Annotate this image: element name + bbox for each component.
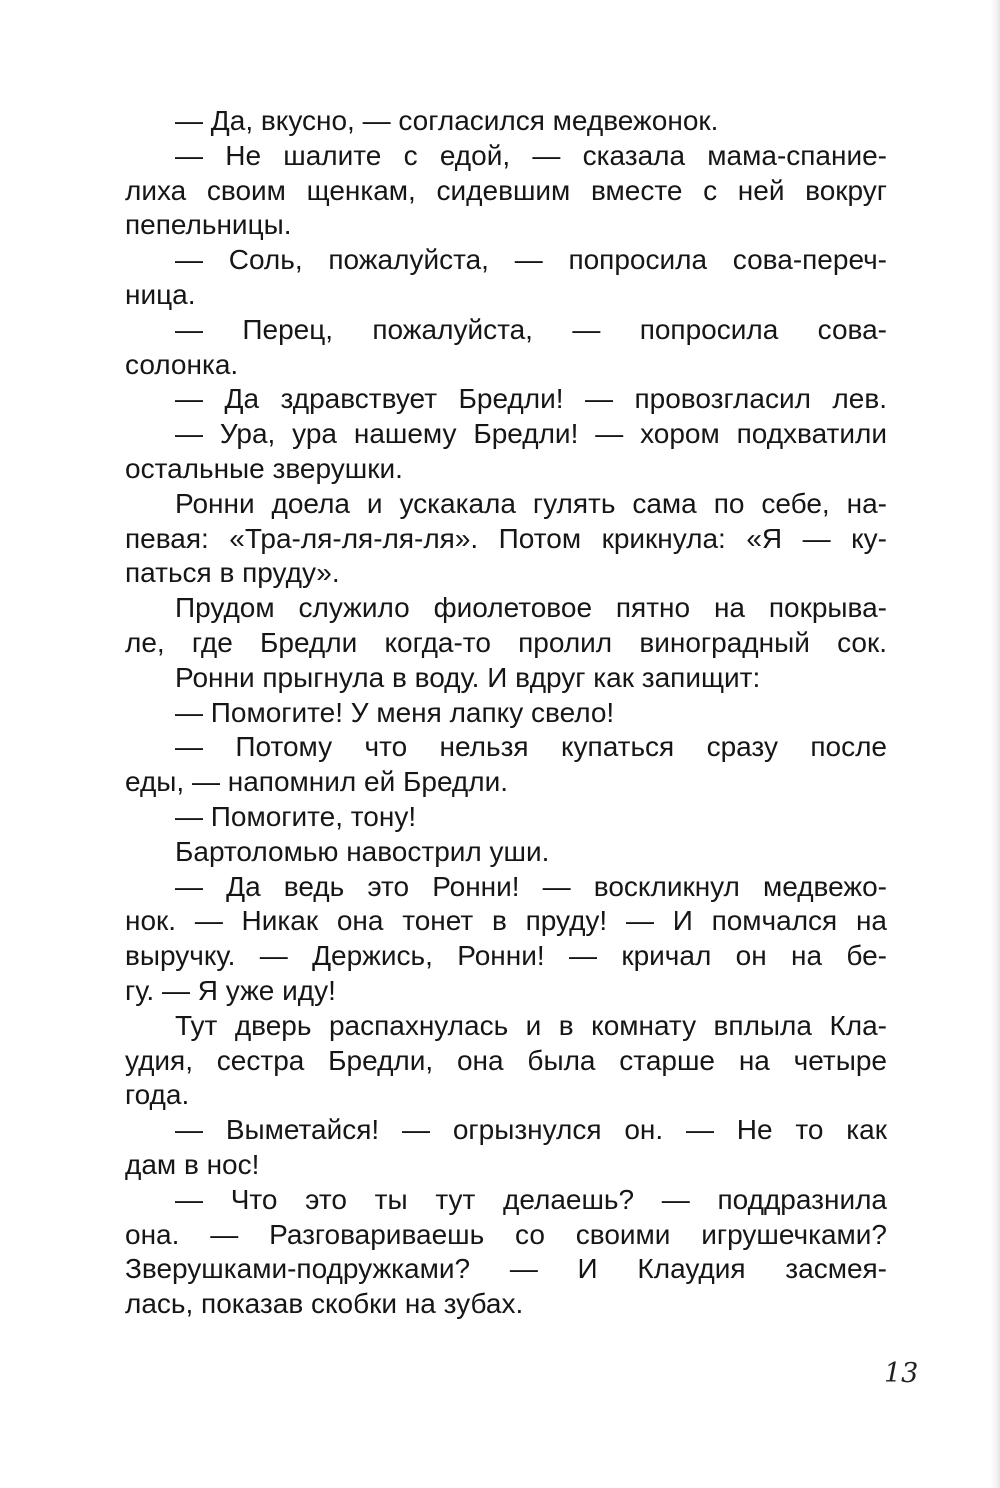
text-line: Тут дверь распахнулась и в комнату вплыла Кла-	[175, 1009, 887, 1041]
text-line: — Перец, пожалуйста, — попросила сова-	[175, 313, 887, 345]
text-line: — Помогите! У меня лапку свело!	[175, 696, 615, 728]
text-line: Ронни доела и ускакала гулять сама по себе, на-	[175, 487, 887, 519]
text-line: солонка.	[125, 348, 239, 380]
text-line: Ронни прыгнула в воду. И вдруг как запищит:	[175, 661, 761, 693]
text-line: Прудом служило фиолетовое пятно на покрыва-	[175, 592, 887, 624]
text-line: дам в нос!	[125, 1148, 260, 1180]
text-line: еды, — напомнил ей Бредли.	[125, 766, 508, 798]
text-line: — Не шалите с едой, — сказала мама-спание-	[175, 139, 887, 171]
text-line: ница.	[125, 278, 196, 310]
text-line: — Да здравствует Бредли! — провозгласил лев.	[175, 383, 887, 415]
text-line: остальные зверушки.	[125, 452, 403, 484]
text-line: ле, где Бредли когда-то пролил виноградный сок.	[125, 626, 887, 658]
text-line: — Помогите, тону!	[175, 800, 417, 832]
text-line: — Соль, пожалуйста, — попросила сова-переч-	[175, 244, 887, 276]
text-line: нок. — Никак она тонет в пруду! — И помчался на	[125, 905, 887, 937]
text-line: — Ура, ура нашему Бредли! — хором подхватили	[175, 418, 887, 450]
text-line: — Что это ты тут делаешь? — поддразнила	[175, 1183, 887, 1215]
text-line: — Потому что нельзя купаться сразу после	[175, 731, 887, 763]
text-line: Бартоломью навострил уши.	[175, 835, 550, 867]
text-line: пепельницы.	[125, 209, 292, 241]
text-line: лась, показав скобки на зубах.	[125, 1288, 524, 1320]
text-line: паться в пруду».	[125, 557, 340, 589]
text-line: — Да, вкусно, — согласился медвежонок.	[175, 105, 719, 136]
text-line: певая: «Тра-ля-ля-ля-ля». Потом крикнула: «Я — ку-	[125, 522, 887, 554]
text-line: она. — Разговариваешь со своими игрушечками?	[125, 1218, 887, 1250]
text-line: гу. — Я уже иду!	[125, 974, 336, 1006]
text-line: выручку. — Держись, Ронни! — кричал он на бе-	[125, 940, 887, 972]
text-line: — Да ведь это Ронни! — воскликнул медвежо-	[175, 870, 887, 902]
text-line: — Выметайся! — огрызнулся он. — Не то как	[175, 1114, 887, 1146]
page-edge	[990, 0, 1000, 1488]
body-text	[125, 104, 887, 1322]
page-number: 13	[884, 1358, 919, 1389]
text-line: удия, сестра Бредли, она была старше на четыре	[125, 1044, 887, 1076]
text-line: года.	[125, 1079, 190, 1111]
text-line: лиха своим щенкам, сидевшим вместе с ней вокруг	[125, 174, 887, 206]
text-line: Зверушками-подружками? — И Клаудия засмея-	[125, 1253, 887, 1285]
